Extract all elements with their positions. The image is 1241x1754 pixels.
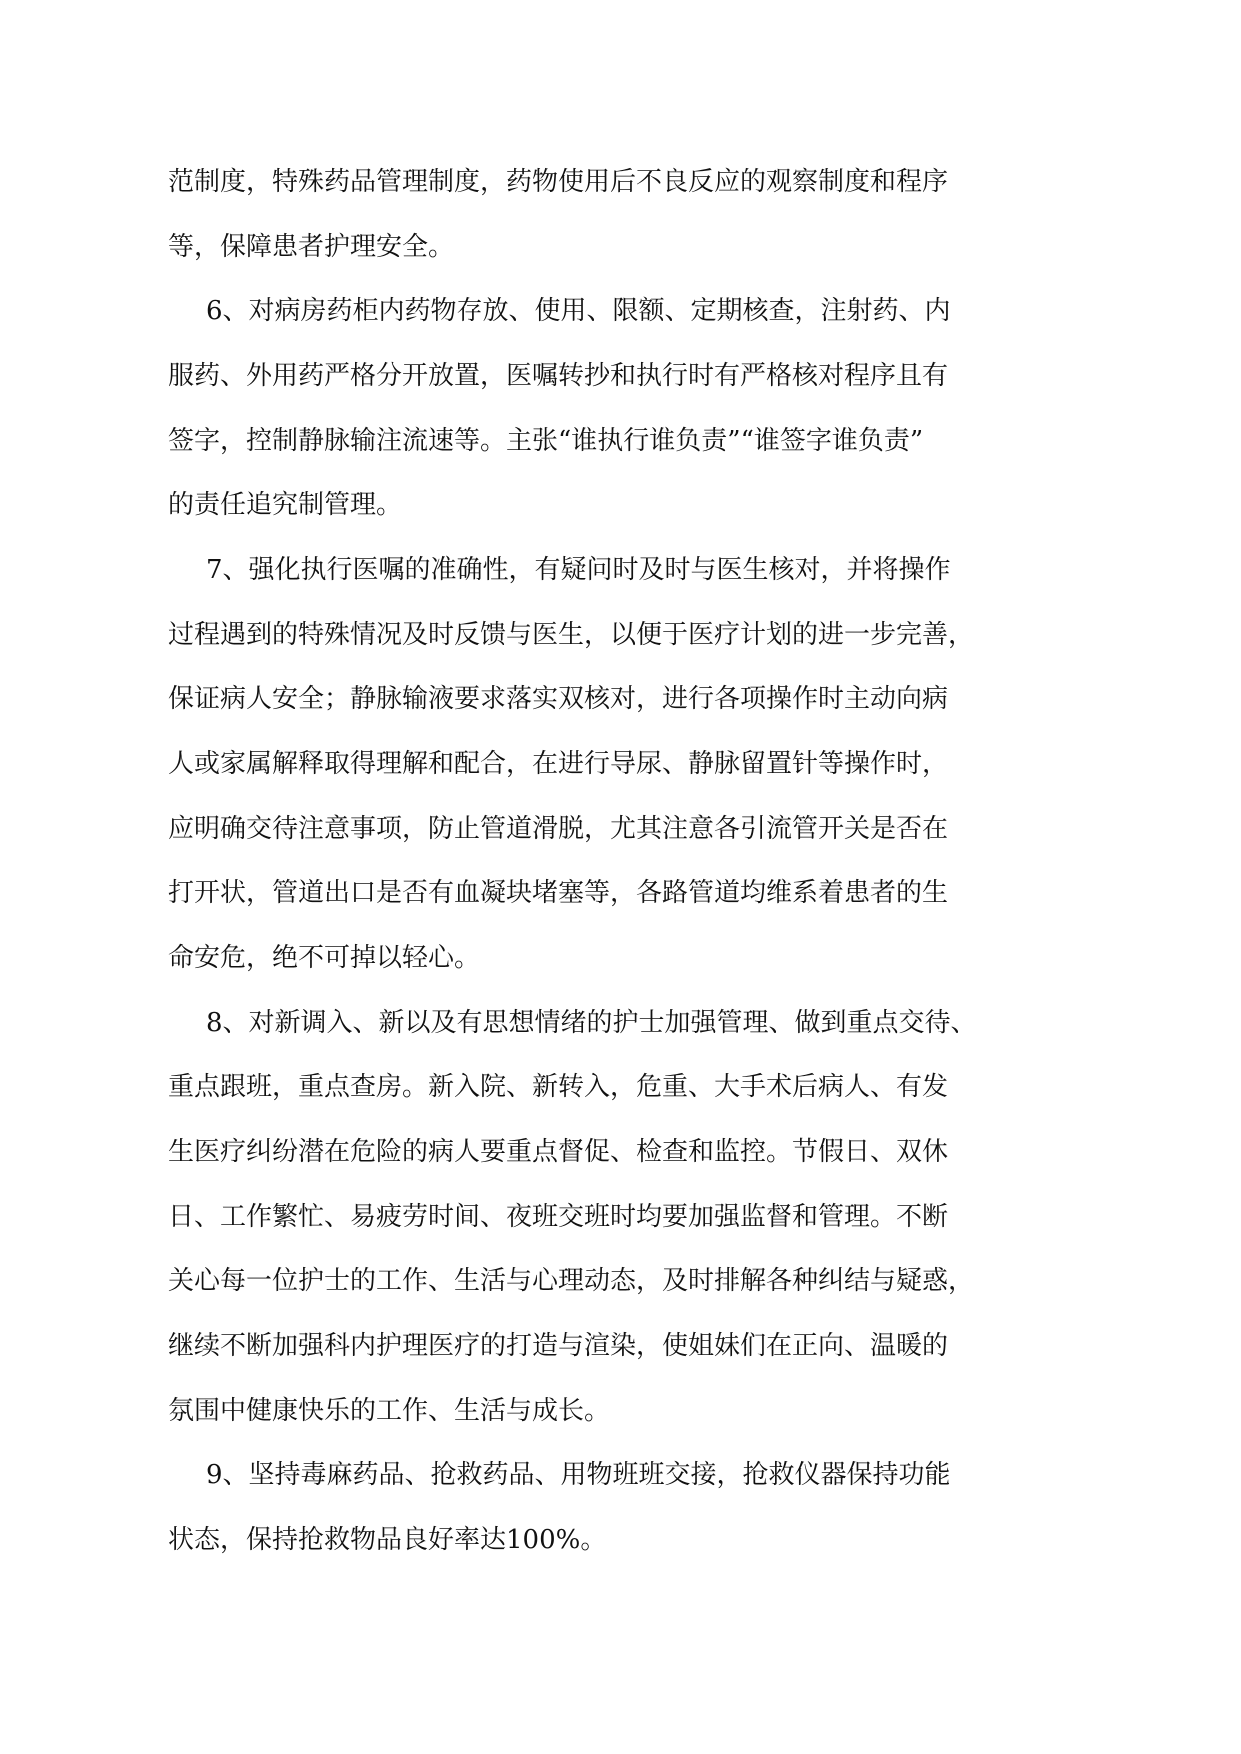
text-line: 生医疗纠纷潜在危险的病人要重点督促、检查和监控。节假日、双休 [168,1137,949,1168]
text-line: 命安危，绝不可掉以轻心。 [168,943,481,974]
text-line: 人或家属解释取得理解和配合，在进行导尿、静脉留置针等操作时， [168,749,949,780]
text-line: 日、工作繁忙、易疲劳时间、夜班交班时均要加强监督和管理。不断 [168,1201,949,1232]
text-line: 7、强化执行医嘱的准确性，有疑问时及时与医生核对，并将操作 [206,555,951,586]
paragraph-item-6 [168,279,1168,538]
text-line: 范制度，特殊药品管理制度，药物使用后不良反应的观察制度和程序 [168,167,949,197]
text-line: 重点跟班，重点查房。新入院、新转入，危重、大手术后病人、有发 [168,1072,949,1103]
text-line: 继续不断加强科内护理医疗的打造与渲染，使姐妹们在正向、温暖的 [168,1331,949,1362]
text-line: 状态，保持抢救物品良好率达100%。 [168,1525,607,1556]
text-line: 6、对病房药柜内药物存放、使用、限额、定期核查，注射药、内 [206,296,951,327]
text-line: 服药、外用药严格分开放置，医嘱转抄和执行时有严格核对程序且有 [168,361,949,392]
body-text [168,150,1168,1573]
paragraph-item-9 [168,1443,1168,1572]
paragraph-item-8 [168,991,1168,1444]
text-line: 过程遇到的特殊情况及时反馈与医生，以便于医疗计划的进一步完善， [168,619,975,650]
text-line: 保证病人安全；静脉输液要求落实双核对，进行各项操作时主动向病 [168,684,949,715]
text-line: 9、坚持毒麻药品、抢救药品、用物班班交接，抢救仪器保持功能 [206,1460,951,1491]
text-line: 等，保障患者护理安全。 [168,231,455,262]
text-line: 8、对新调入、新以及有思想情绪的护士加强管理、做到重点交待、 [206,1007,977,1038]
paragraph-continuation [168,150,1168,279]
text-line: 的责任追究制管理。 [168,490,403,521]
text-line: 应明确交待注意事项，防止管道滑脱，尤其注意各引流管开关是否在 [168,813,949,844]
text-line: 签字，控制静脉输注流速等。主张“谁执行谁负责”“谁签字谁负责” [168,425,924,456]
text-line: 关心每一位护士的工作、生活与心理动态，及时排解各种纠结与疑惑， [168,1266,975,1297]
text-line: 打开状，管道出口是否有血凝块堵塞等，各路管道均维系着患者的生 [168,878,949,909]
text-line: 氛围中健康快乐的工作、生活与成长。 [168,1395,611,1426]
paragraph-item-7 [168,538,1168,991]
